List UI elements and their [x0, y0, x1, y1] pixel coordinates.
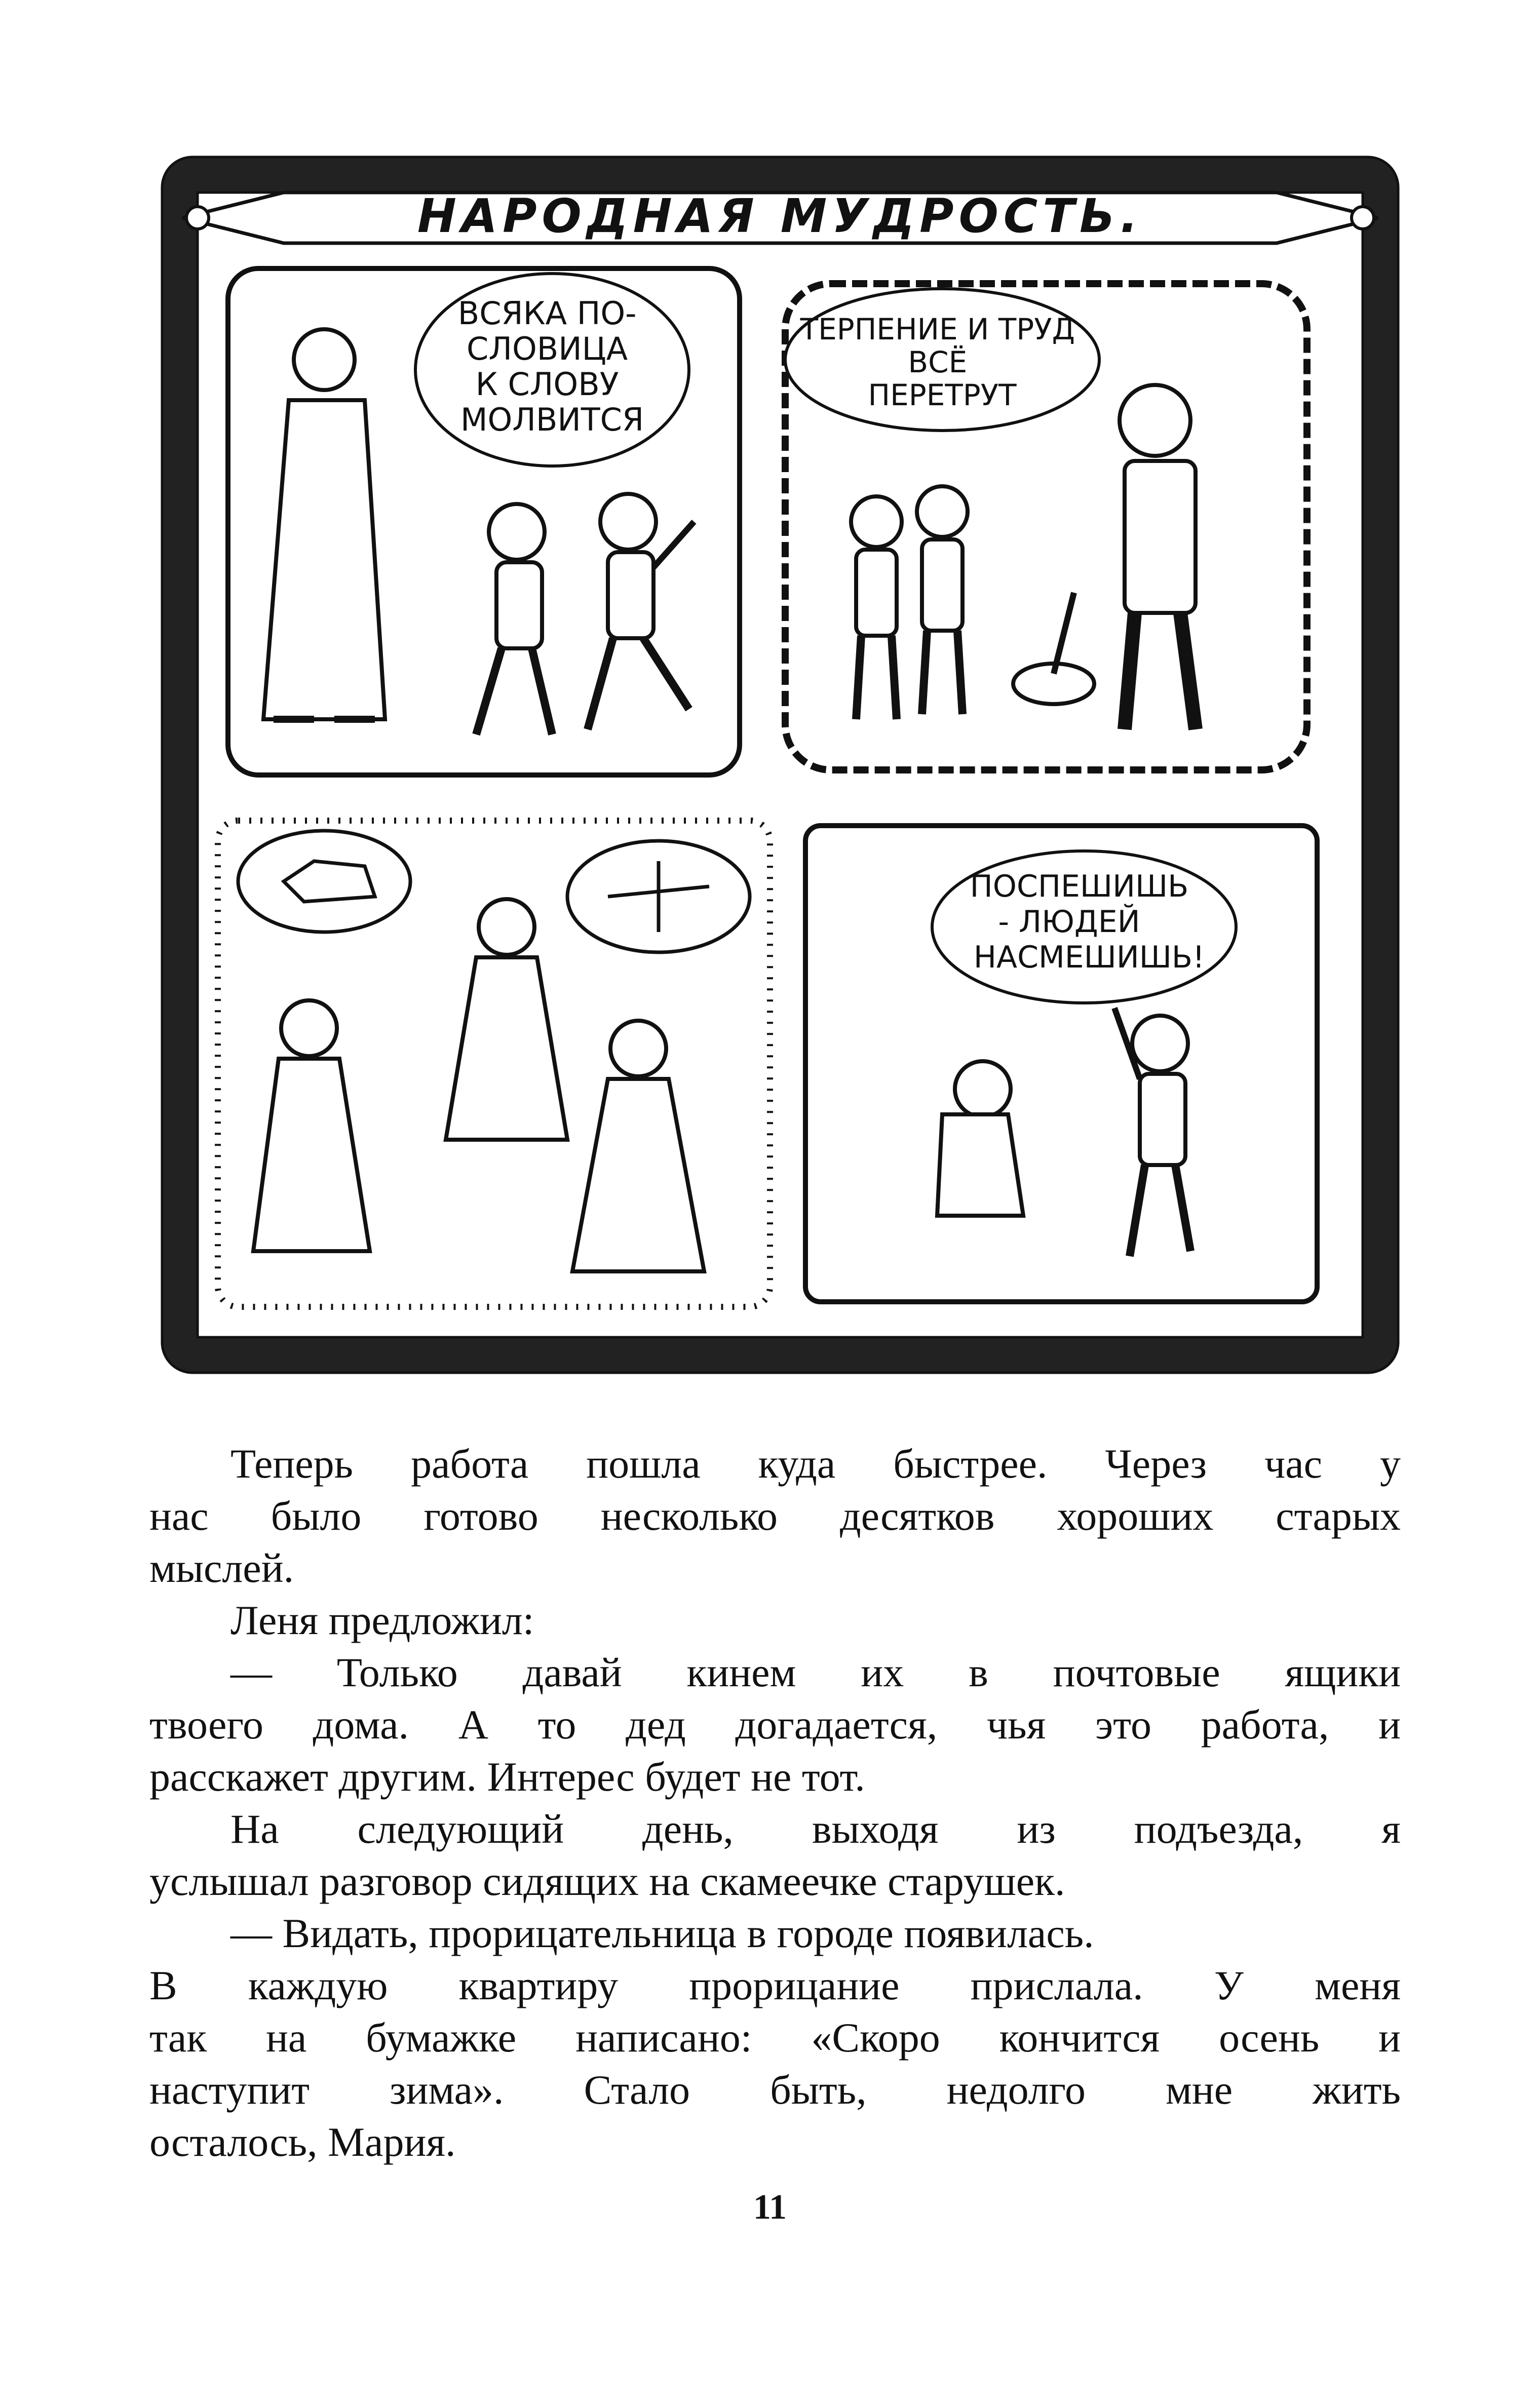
panel-4-line-1: ПОСПЕШИШЬ [970, 869, 1189, 904]
paragraph-2 [149, 1594, 1401, 1646]
panel-2 [785, 284, 1307, 770]
text-line: осталось, Мария. [149, 2119, 456, 2165]
text-line: — Видать, прорицательница в городе появилась. [230, 1910, 1094, 1956]
text-line: так на бумажке написано: «Скоро кончится осень и [149, 2014, 1401, 2061]
text-line: нас было готово несколько десятков хороших старых [149, 1493, 1401, 1539]
panel-1-line-4: МОЛВИТСЯ [460, 401, 644, 438]
thought-bubble-horse [238, 831, 410, 932]
banner-title: НАРОДНАЯ МУДРОСТЬ. [417, 189, 1143, 243]
text-line: услышал разговор сидящих на скамеечке старушек. [149, 1858, 1065, 1904]
panel-4-line-3: НАСМЕШИШЬ! [973, 940, 1205, 975]
panel-2-line-2: ВСЁ [908, 345, 968, 379]
body-text [149, 1438, 1401, 2168]
panel-1-line-1: ВСЯКА ПО- [457, 295, 637, 332]
paragraph-5 [149, 1907, 1401, 2168]
svg-text:ВСЯКА ПО- СЛОВИЦА [458, 295, 647, 438]
panel-1 [228, 268, 740, 775]
panel-4-line-2: - ЛЮДЕЙ [998, 904, 1140, 940]
text-line: расскажет другим. Интерес будет не тот. [149, 1754, 865, 1800]
panel-1-line-2: СЛОВИЦА [467, 330, 628, 367]
text-line: Теперь работа пошла куда быстрее. Через час у [230, 1441, 1401, 1487]
text-line: На следующий день, выходя из подъезда, я [230, 1806, 1401, 1852]
panel-1-line-3: К СЛОВУ [475, 366, 619, 403]
paragraph-1 [149, 1438, 1401, 1594]
illustration-folk-wisdom [152, 137, 1408, 1383]
paragraph-3 [149, 1646, 1401, 1803]
text-line: твоего дома. А то дед догадается, чья это работа, и [149, 1701, 1401, 1748]
text-line: наступит зима». Стало быть, недолго мне жить [149, 2067, 1401, 2113]
text-line: — Только давай кинем их в почтовые ящики [230, 1649, 1401, 1695]
panel-4 [805, 826, 1317, 1302]
banner [182, 189, 1378, 243]
panel-3 [218, 821, 770, 1307]
text-line: мыслей. [149, 1545, 294, 1591]
panel-2-line-3: ПЕРЕТРУТ [868, 378, 1017, 412]
paragraph-4 [149, 1803, 1401, 1907]
thought-bubble-airplane [567, 841, 750, 952]
page-number: 11 [753, 2188, 787, 2227]
text-line: Леня предложил: [230, 1597, 534, 1643]
text-line: В каждую квартиру прорицание прислала. У меня [149, 1962, 1401, 2008]
panel-2-line-1: ТЕРПЕНИЕ И ТРУД [800, 312, 1075, 346]
